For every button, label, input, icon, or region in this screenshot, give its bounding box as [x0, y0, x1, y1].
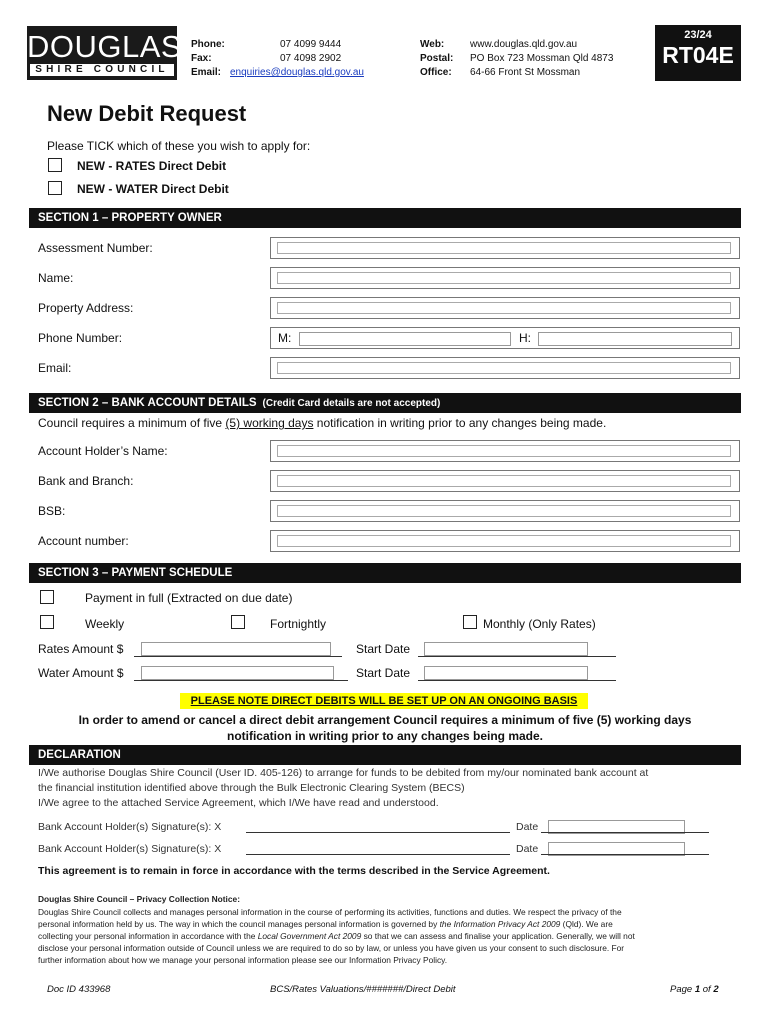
page-title: New Debit Request	[47, 101, 247, 126]
address-input[interactable]	[270, 297, 740, 319]
account-number-input[interactable]	[270, 530, 740, 552]
agreement-note: This agreement is to remain in force in accordance with the terms described in the Service Agreement.	[38, 865, 550, 877]
account-holder-input[interactable]	[270, 440, 740, 462]
declaration-line3: I/We agree to the attached Service Agreement, which I/We have read and understood.	[38, 797, 439, 809]
section2-heading-text: SECTION 2 – BANK ACCOUNT DETAILS	[38, 397, 257, 409]
form-code: RT04E	[662, 42, 734, 68]
privacy-title: Douglas Shire Council – Privacy Collection Notice:	[38, 894, 240, 904]
payment-full-label: Payment in full (Extracted on due date)	[85, 591, 293, 605]
office-value: 64-66 Front St Mossman	[470, 67, 581, 78]
signature-label-2: Bank Account Holder(s) Signature(s): X	[38, 843, 222, 855]
bsb-label: BSB:	[38, 504, 66, 518]
fax-value: 07 4098 2902	[280, 53, 342, 64]
fortnightly-checkbox[interactable]	[231, 615, 245, 629]
postal-value: PO Box 723 Mossman Qld 4873	[470, 53, 614, 64]
working-days-underline: (5) working days	[225, 416, 314, 430]
privacy-line5: further information about how we manage your personal information please see our Information Privacy Policy.	[38, 955, 448, 965]
phone-number-row	[270, 327, 740, 349]
monthly-label: Monthly (Only Rates)	[483, 617, 596, 631]
postal-label: Postal:	[420, 53, 454, 64]
council-logo	[27, 26, 183, 80]
rates-amount-label: Rates Amount $	[38, 642, 124, 656]
privacy-line3: collecting your personal information in accordance with the Local Government Act 2009 so that we can assess and finalise your application. Generally, we will not	[38, 931, 635, 941]
water-debit-checkbox[interactable]	[48, 181, 62, 195]
working-days-notice: Council requires a minimum of five (5) working days notification in writing prior to any changes being made.	[38, 416, 607, 430]
amend-notice-line1: In order to amend or cancel a direct debit arrangement Council requires a minimum of five (5) working days	[78, 713, 692, 727]
water-start-date-input[interactable]	[424, 666, 588, 680]
logo-sub-text: SHIRE COUNCIL	[30, 64, 174, 76]
section3-heading-text: SECTION 3 – PAYMENT SCHEDULE	[38, 567, 233, 579]
account-number-label: Account number:	[38, 534, 129, 548]
page-number: Page 1 of 2	[670, 984, 719, 995]
name-input[interactable]	[270, 267, 740, 289]
rates-start-date-input[interactable]	[424, 642, 588, 656]
water-amount-label: Water Amount $	[38, 666, 124, 680]
email-label: Email:	[191, 67, 222, 78]
weekly-checkbox[interactable]	[40, 615, 54, 629]
signature-label-1: Bank Account Holder(s) Signature(s): X	[38, 821, 222, 833]
section2-heading	[29, 393, 741, 413]
mobile-label: M:	[278, 331, 292, 345]
email-link[interactable]: enquiries@douglas.qld.gov.au	[230, 67, 364, 78]
fortnightly-label: Fortnightly	[270, 617, 327, 631]
declaration-heading	[29, 745, 741, 765]
email-field-label: Email:	[38, 361, 72, 375]
payment-full-checkbox[interactable]	[40, 590, 54, 604]
phone-label: Phone:	[191, 39, 225, 50]
mobile-input[interactable]	[299, 332, 511, 346]
home-phone-input[interactable]	[538, 332, 732, 346]
address-label: Property Address:	[38, 301, 134, 315]
doc-path: BCS/Rates Valuations/#######/Direct Debit	[270, 984, 456, 995]
email-input[interactable]	[270, 357, 740, 379]
assessment-input[interactable]	[270, 237, 740, 259]
water-start-date-label: Start Date	[356, 666, 411, 680]
name-label: Name:	[38, 271, 74, 285]
privacy-line2: personal information held by us. The way in which the council manages personal information is governed by the Information Privacy Act 2009 (Qld). We are	[38, 919, 613, 929]
phone-number-label: Phone Number:	[38, 331, 123, 345]
privacy-line1: Douglas Shire Council collects and manages personal information in the course of performing its activities, functions and duties. We respect the privacy of the	[38, 907, 622, 917]
home-label: H:	[519, 331, 531, 345]
date-label-2: Date	[516, 843, 539, 855]
section1-heading	[29, 208, 741, 228]
section1-heading-text: SECTION 1 – PROPERTY OWNER	[38, 212, 222, 224]
bank-branch-input[interactable]	[270, 470, 740, 492]
account-holder-label: Account Holder’s Name:	[38, 444, 168, 458]
bank-branch-label: Bank and Branch:	[38, 474, 134, 488]
logo-main-text: DOUGLAS	[27, 29, 183, 64]
web-value: www.douglas.qld.gov.au	[470, 39, 578, 50]
bsb-input[interactable]	[270, 500, 740, 522]
form-year: 23/24	[684, 29, 712, 41]
amend-notice-line2: notification in writing prior to any changes being made.	[226, 729, 544, 743]
section3-heading	[29, 563, 741, 583]
phone-value: 07 4099 9444	[280, 39, 342, 50]
credit-card-note: (Credit Card details are not accepted)	[262, 398, 441, 409]
ongoing-basis-notice: PLEASE NOTE DIRECT DEBITS WILL BE SET UP ON AN ONGOING BASIS	[180, 693, 588, 709]
signature-line-1[interactable]	[246, 832, 510, 833]
weekly-label: Weekly	[85, 617, 125, 631]
declaration-heading-text: DECLARATION	[38, 749, 121, 761]
rates-start-date-label: Start Date	[356, 642, 411, 656]
privacy-line4: disclose your personal information outside of Council unless we are required to do so by law, or unless you have given us your consent to such disclosure. For	[38, 943, 625, 953]
web-label: Web:	[420, 39, 445, 50]
water-amount-input[interactable]	[141, 666, 334, 680]
office-label: Office:	[420, 67, 452, 78]
rates-amount-input[interactable]	[141, 642, 331, 656]
fax-label: Fax:	[191, 53, 212, 64]
intro-text: Please TICK which of these you wish to apply for:	[47, 139, 311, 153]
declaration-line2: the financial institution identified above through the Bulk Electronic Clearing System (BECS)	[38, 782, 465, 794]
assessment-label: Assessment Number:	[38, 241, 153, 255]
doc-id: Doc ID 433968	[47, 984, 111, 995]
form-code-box	[655, 25, 741, 81]
date-label-1: Date	[516, 821, 539, 833]
water-debit-label: NEW - WATER Direct Debit	[77, 182, 229, 196]
rates-debit-checkbox[interactable]	[48, 158, 62, 172]
rates-debit-label: NEW - RATES Direct Debit	[77, 159, 227, 173]
monthly-checkbox[interactable]	[463, 615, 477, 629]
signature-line-2[interactable]	[246, 854, 510, 855]
declaration-line1: I/We authorise Douglas Shire Council (User ID. 405-126) to arrange for funds to be debited from my/our nominated bank account at	[38, 767, 649, 779]
